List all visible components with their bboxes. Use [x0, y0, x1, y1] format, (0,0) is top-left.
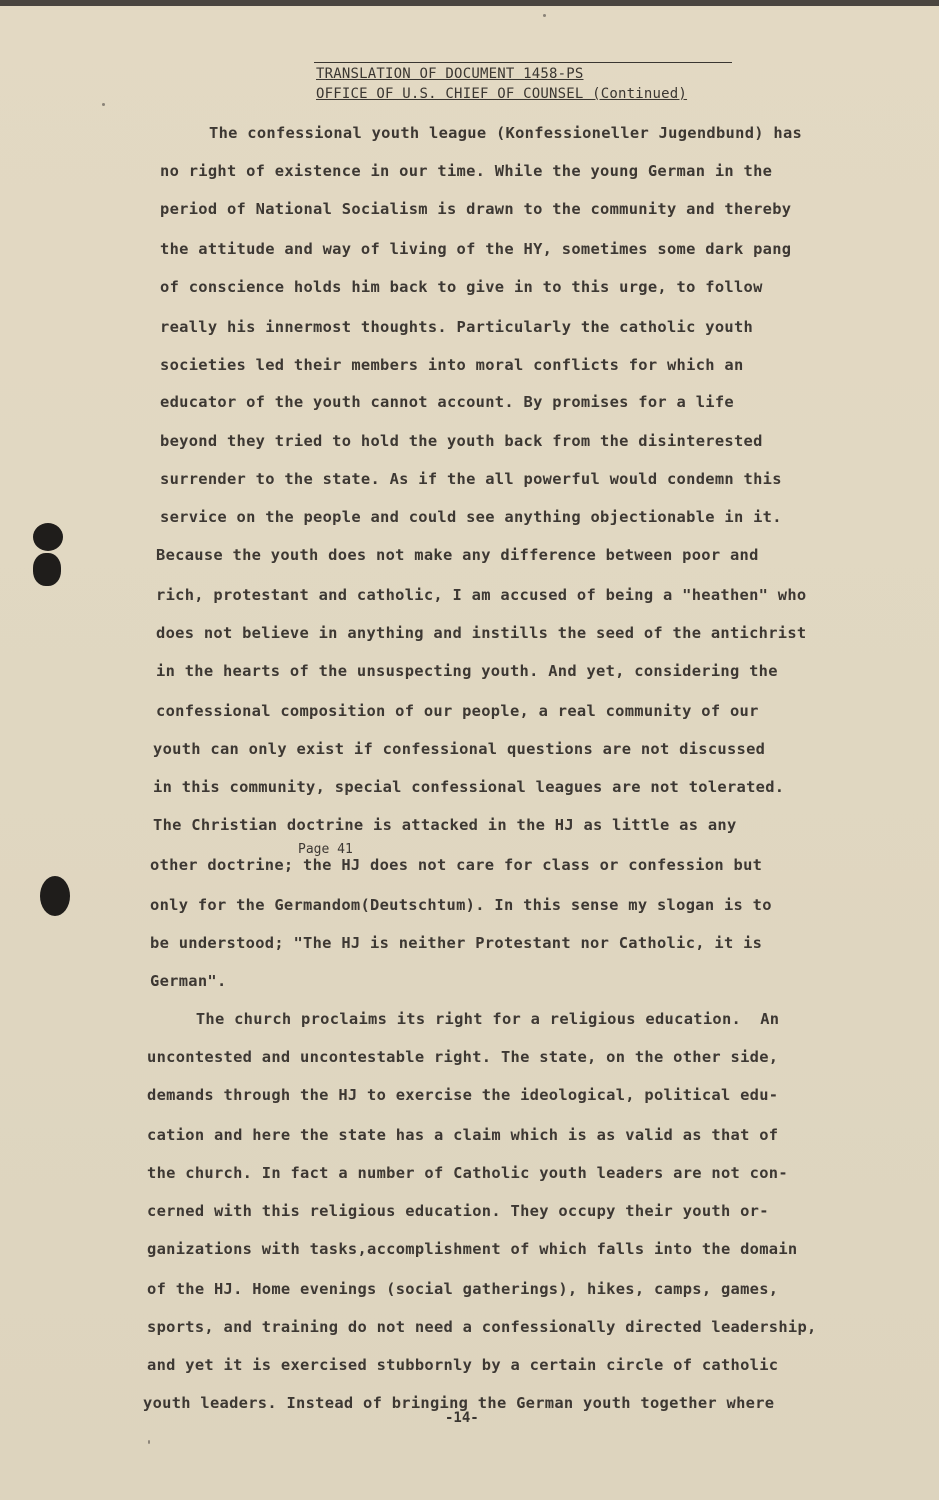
header-rule [314, 62, 732, 63]
text-line: the church. In fact a number of Catholic youth leaders are not con- [147, 1164, 788, 1182]
text-line: sports, and training do not need a confessionally directed leadership, [147, 1318, 817, 1336]
text-line: confessional composition of our people, a real community of our [156, 702, 759, 720]
text-line: the attitude and way of living of the HY, sometimes some dark pang [160, 240, 792, 258]
text-line: youth can only exist if confessional questions are not discussed [153, 740, 766, 758]
punch-hole [33, 553, 61, 586]
text-line: surrender to the state. As if the all powerful would condemn this [160, 470, 782, 488]
text-line: rich, protestant and catholic, I am accused of being a "heathen" who [156, 586, 807, 604]
text-line: youth leaders. Instead of bringing the German youth together where [143, 1394, 775, 1412]
text-line: The church proclaims its right for a religious education. An [148, 1010, 780, 1028]
text-line: educator of the youth cannot account. By promises for a life [160, 393, 734, 411]
page-reference: Page 41 [298, 842, 353, 857]
paper-speck [102, 103, 105, 106]
header-title: TRANSLATION OF DOCUMENT 1458-PS [316, 66, 584, 82]
text-line: beyond they tried to hold the youth back from the disinterested [160, 432, 763, 450]
punch-hole [40, 876, 70, 916]
page-top-edge [0, 0, 939, 6]
text-line: service on the people and could see anything objectionable in it. [160, 508, 782, 526]
text-line: demands through the HJ to exercise the ideological, political edu- [147, 1086, 779, 1104]
text-line: be understood; "The HJ is neither Protestant nor Catholic, it is [150, 934, 763, 952]
text-line: cation and here the state has a claim which is as valid as that of [147, 1126, 779, 1144]
punch-hole [33, 523, 63, 551]
text-line: German". [150, 972, 227, 990]
text-line: only for the Germandom(Deutschtum). In this sense my slogan is to [150, 896, 772, 914]
text-line: in this community, special confessional leagues are not tolerated. [153, 778, 785, 796]
text-line: uncontested and uncontestable right. The state, on the other side, [147, 1048, 779, 1066]
text-line: The confessional youth league (Konfessioneller Jugendbund) has [209, 124, 803, 142]
text-line: of the HJ. Home evenings (social gatherings), hikes, camps, games, [147, 1280, 779, 1298]
text-line: other doctrine; the HJ does not care for class or confession but [150, 856, 763, 874]
text-line: no right of existence in our time. While the young German in the [160, 162, 773, 180]
page-number: -14- [445, 1410, 479, 1426]
paper-speck [543, 14, 546, 17]
header-subtitle: OFFICE OF U.S. CHIEF OF COUNSEL (Continued) [316, 86, 688, 102]
text-line: of conscience holds him back to give in to this urge, to follow [160, 278, 763, 296]
text-line: The Christian doctrine is attacked in the HJ as little as any [153, 816, 737, 834]
text-line: cerned with this religious education. They occupy their youth or- [147, 1202, 769, 1220]
text-line: really his innermost thoughts. Particularly the catholic youth [160, 318, 754, 336]
text-line: does not believe in anything and instills the seed of the antichrist [156, 624, 807, 642]
text-line: Because the youth does not make any difference between poor and [156, 546, 759, 564]
text-line: societies led their members into moral conflicts for which an [160, 356, 744, 374]
text-line: in the hearts of the unsuspecting youth. And yet, considering the [156, 662, 778, 680]
text-line: ganizations with tasks,accomplishment of which falls into the domain [147, 1240, 798, 1258]
paper-speck [148, 1440, 150, 1444]
text-line: and yet it is exercised stubbornly by a certain circle of catholic [147, 1356, 779, 1374]
text-line: period of National Socialism is drawn to the community and thereby [160, 200, 792, 218]
